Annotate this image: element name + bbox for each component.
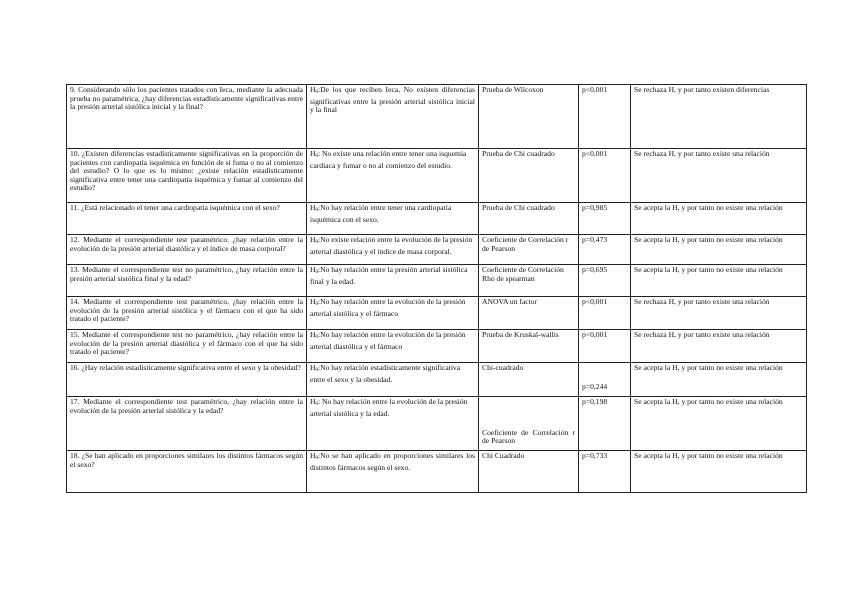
- p-value-cell: p<0,001: [579, 297, 631, 330]
- hypothesis-symbol: H: [310, 265, 316, 274]
- question-cell: 12. Mediante el correspondiente test paramétrico. ¿hay relación entre la evolución de la presión arterial diastólica y el índice de masa corporal?: [67, 235, 307, 265]
- table-row: [67, 451, 807, 493]
- hypothesis-symbol: H: [310, 397, 316, 406]
- conclusion-cell: Se acepta la H, y por tanto no existe una relación: [631, 363, 807, 397]
- hypothesis-cell: $H_0:No$ se han aplicado en proporciones similares los distintos fármacos según el sexo.: [307, 451, 479, 493]
- hypothesis-text: :De los que reciben Ieca, No existen diferencias significativas entre la presión arterial sistólica inicial y la final: [310, 85, 475, 115]
- question-cell: 17. Mediante el correspondiente test paramétrico, ¿hay relación entre la evolución de la presión arterial sistólica y la edad?: [67, 397, 307, 451]
- hypothesis-text: : No hay relación entre la evolución de la presión arterial sistólica y la edad.: [310, 397, 468, 418]
- hypothesis-cell: $H_0:No$ hay relación entre la evolución de la presión arterial diastólica y el fármaco: [307, 330, 479, 363]
- hypothesis-text: :No existe relación entre la evolución de la presión arterial diastólica y el índice de masa corporal.: [310, 235, 473, 256]
- test-cell: ANOVA un factor: [479, 297, 579, 330]
- conclusion-cell: Se acepta la H, y por tanto no existe una relación: [631, 265, 807, 297]
- p-value-cell: p=0,695: [579, 265, 631, 297]
- test-cell: Chi-cuadrado: [479, 363, 579, 397]
- hypothesis-symbol: H: [310, 330, 316, 339]
- p-value-cell: p=0,733: [579, 451, 631, 493]
- hypothesis-symbol: H: [310, 235, 316, 244]
- conclusion-cell: Se acepta la H, y por tanto no existe una relación: [631, 397, 807, 451]
- question-cell: 13. Mediante el correspondiente test no paramétrico, ¿hay relación entre la presión arterial sistólica final y la edad?: [67, 265, 307, 297]
- test-cell: Coeficiente de Correlación r de Pearson: [479, 235, 579, 265]
- p-value-cell: p<0,001: [579, 85, 631, 149]
- hypothesis-cell: $H_0:No$ hay relación entre la presión arterial sistólica final y la edad.: [307, 265, 479, 297]
- hypothesis-cell: $H_0:No$ existe relación entre la evolución de la presión arterial diastólica y el índice de masa corporal.: [307, 235, 479, 265]
- conclusion-cell: Se rechaza H, y por tanto existe una relación: [631, 149, 807, 203]
- conclusion-cell: Se acepta la H, y por tanto no existe una relación: [631, 203, 807, 235]
- hypothesis-symbol: H: [310, 203, 316, 212]
- conclusion-cell: Se acepta la H, y por tanto no existe una relación: [631, 235, 807, 265]
- hypothesis-text: : No existe una relación entre tener una isquemia cardiaca y fumar o no al comienzo del estudio.: [310, 149, 467, 170]
- question-cell: 18. ¿Se han aplicado en proporciones similares los distintos fármacos según el sexo?: [67, 451, 307, 493]
- hypothesis-test-table: [66, 84, 807, 493]
- hypothesis-cell: $H_0:No$ hay relación entre tener una cardiopatía isquémica con el sexo.: [307, 203, 479, 235]
- test-cell: Coeficiente de Correlación r de Pearson: [479, 397, 579, 451]
- p-value-cell: p=0,244: [579, 363, 631, 397]
- test-cell: Prueba de Chi cuadrado: [479, 149, 579, 203]
- table-row: [67, 397, 807, 451]
- question-cell: 9. Considerando sólo los pacientes tratados con Ieca, mediante la adecuada prueba no paramétrica, ¿hay diferencias estadísticamente significativas entre la presión arterial sistólica inicial y la final?: [67, 85, 307, 149]
- conclusion-cell: Se acepta la H, y por tanto no existe una relación: [631, 451, 807, 493]
- test-cell: Coeficiente de Correlación Rho de spearman: [479, 265, 579, 297]
- hypothesis-text: :No hay relación entre la presión arterial sistólica final y la edad.: [310, 265, 468, 286]
- table-row: [67, 203, 807, 235]
- test-cell: Prueba de Kruskal-wallis: [479, 330, 579, 363]
- question-cell: 14. Mediante el correspondiente test paramétrico, ¿hay relación entre la evolución de la presión arterial sistólica y el fármaco con el que ha sido tratado el paciente?: [67, 297, 307, 330]
- hypothesis-symbol: H: [310, 149, 316, 158]
- p-value-cell: p<0,001: [579, 149, 631, 203]
- test-cell: Prueba de Chi cuadrado: [479, 203, 579, 235]
- question-cell: 15. Mediante el correspondiente test no paramétrico, ¿hay relación entre la evolución de la presión arterial diastólica y el fármaco con el que ha sido tratado el paciente?: [67, 330, 307, 363]
- p-value-cell: p=0,985: [579, 203, 631, 235]
- table-row: [67, 85, 807, 149]
- hypothesis-cell: $H_0:De$ los que reciben Ieca, No existen diferencias significativas entre la presión arterial sistólica inicial y la final: [307, 85, 479, 149]
- p-value-cell: p=0,473: [579, 235, 631, 265]
- table-row: [67, 235, 807, 265]
- hypothesis-text: :No se han aplicado en proporciones similares los distintos fármacos según el sexo.: [310, 451, 475, 472]
- hypothesis-text: :No hay relación entre la evolución de la presión arterial diastólica y el fármaco: [310, 330, 466, 351]
- table-row: [67, 265, 807, 297]
- hypothesis-cell: $H_0$: No existe una relación entre tener una isquemia cardiaca y fumar o no al comienzo del estudio.: [307, 149, 479, 203]
- p-value-cell: p<0,001: [579, 330, 631, 363]
- hypothesis-text: :No hay relación entre la evolución de la presión arterial sistólica y el fármaco: [310, 297, 466, 318]
- hypothesis-cell: $H_0$: No hay relación entre la evolución de la presión arterial sistólica y la edad.: [307, 397, 479, 451]
- p-value-cell: p=0,198: [579, 397, 631, 451]
- test-cell: Prueba de Wilcoxon: [479, 85, 579, 149]
- hypothesis-text: :No hay relación estadísticamente significativa entre el sexo y la obesidad.: [310, 363, 461, 384]
- question-cell: 11. ¿Está relacionado el tener una cardiopatía isquémica con el sexo?: [67, 203, 307, 235]
- hypothesis-cell: $H_0:No$ hay relación entre la evolución de la presión arterial sistólica y el fármaco: [307, 297, 479, 330]
- hypothesis-symbol: H: [310, 451, 316, 460]
- test-cell: Chi Cuadrado: [479, 451, 579, 493]
- hypothesis-symbol: H: [310, 297, 316, 306]
- hypothesis-text: :No hay relación entre tener una cardiopatía isquémica con el sexo.: [310, 203, 452, 224]
- question-cell: 16. ¿Hay relación estadísticamente significativa entre el sexo y la obesidad?: [67, 363, 307, 397]
- conclusion-cell: Se rechaza H, y por tanto existe una relación: [631, 330, 807, 363]
- conclusion-cell: Se rechaza H, y por tanto existe una relación: [631, 297, 807, 330]
- table-row: [67, 330, 807, 363]
- conclusion-cell: Se rechaza H, y por tanto existen diferencias: [631, 85, 807, 149]
- table-row: [67, 149, 807, 203]
- table-row: [67, 363, 807, 397]
- table-row: [67, 297, 807, 330]
- hypothesis-symbol: H: [310, 363, 316, 372]
- hypothesis-cell: $H_0:No$ hay relación estadísticamente significativa entre el sexo y la obesidad.: [307, 363, 479, 397]
- question-cell: 10. ¿Existen diferencias estadísticamente significativas en la proporción de pacientes con cardiopatía isquémica en función de si fuma o no al comienzo del estudio? O lo que es lo mismo: ¿existe relación estadísticamente significativa entre tener una cardiopatía isquémica y fumar al comienzo del estudio?: [67, 149, 307, 203]
- hypothesis-symbol: H: [310, 85, 316, 94]
